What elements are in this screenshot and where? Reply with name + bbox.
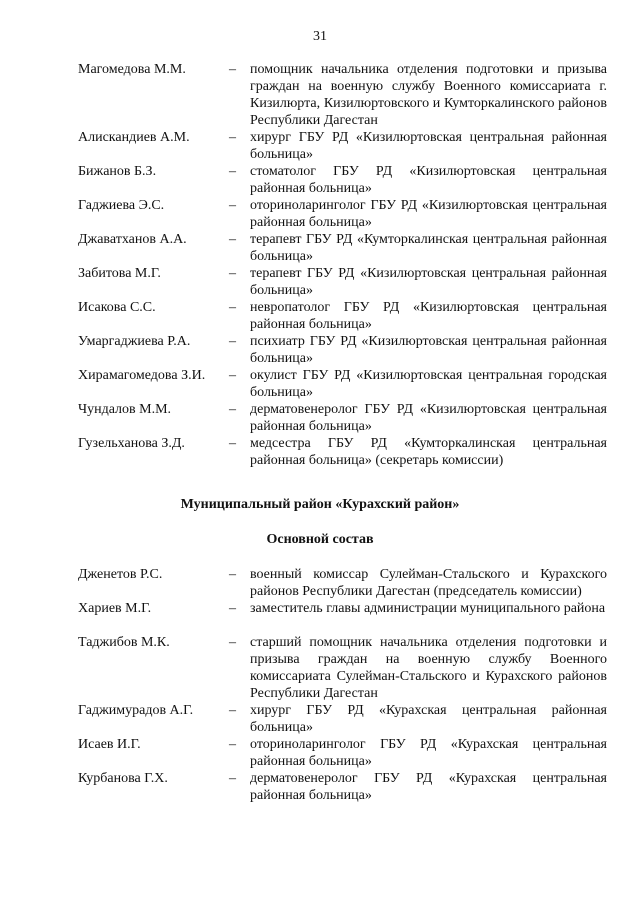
member-name: Гузельханова З.Д. <box>78 436 185 451</box>
member-entry <box>0 770 640 804</box>
dash-separator: – <box>229 368 236 383</box>
member-list-group-2 <box>0 566 640 804</box>
dash-separator: – <box>229 567 236 582</box>
section-title: Муниципальный район «Курахский район» <box>180 497 460 512</box>
dash-separator: – <box>229 232 236 247</box>
member-entry <box>0 299 640 333</box>
member-name: Чундалов М.М. <box>78 402 172 417</box>
dash-separator: – <box>229 266 236 281</box>
member-name: Курбанова Г.Х. <box>78 771 168 786</box>
member-name: Дженетов Р.С. <box>78 567 163 582</box>
member-name: Забитова М.Г. <box>78 266 161 281</box>
member-entry <box>0 702 640 736</box>
member-position: хирург ГБУ РД «Кизилюртовская центральная районная больница» <box>250 130 607 162</box>
member-list-group-1 <box>0 61 640 469</box>
member-position: стоматолог ГБУ РД «Кизилюртовская центральная районная больница» <box>250 164 607 196</box>
member-name: Исакова С.С. <box>78 300 156 315</box>
member-position: терапевт ГБУ РД «Кумторкалинская центральная районная больница» <box>250 232 607 264</box>
member-position: психиатр ГБУ РД «Кизилюртовская центральная районная больница» <box>250 334 607 366</box>
section-subtitle: Основной состав <box>266 532 374 547</box>
member-name: Хариев М.Г. <box>78 601 152 616</box>
member-entry <box>0 736 640 770</box>
member-entry <box>0 61 640 129</box>
dash-separator: – <box>229 300 236 315</box>
member-position: оториноларинголог ГБУ РД «Кизилюртовская центральная районная больница» <box>250 198 607 230</box>
member-position: заместитель главы администрации муниципального района <box>250 601 606 616</box>
dash-separator: – <box>229 601 236 616</box>
member-position: военный комиссар Сулейман-Стальского и Курахского районов Республики Дагестан (председатель комиссии) <box>250 567 607 599</box>
dash-separator: – <box>229 635 236 650</box>
member-position: старший помощник начальника отделения подготовки и призыва граждан на военную службу Военного комиссариата Сулейман-Стальского и Курахского районов Республики Дагестан <box>250 635 607 701</box>
dash-separator: – <box>229 436 236 451</box>
member-entry <box>0 367 640 401</box>
member-name: Исаев И.Г. <box>78 737 141 752</box>
member-entry <box>0 129 640 163</box>
member-entry <box>0 435 640 469</box>
member-entry <box>0 600 640 634</box>
member-name: Магомедова М.М. <box>78 62 186 77</box>
member-entry <box>0 163 640 197</box>
member-position: хирург ГБУ РД «Курахская центральная районная больница» <box>250 703 607 735</box>
member-position: оториноларинголог ГБУ РД «Курахская центральная районная больница» <box>250 737 607 769</box>
member-position: дерматовенеролог ГБУ РД «Кизилюртовская центральная районная больница» <box>250 402 607 434</box>
page-number: 31 <box>313 29 327 44</box>
member-position: терапевт ГБУ РД «Кизилюртовская центральная районная больница» <box>250 266 607 298</box>
dash-separator: – <box>229 771 236 786</box>
member-entry <box>0 333 640 367</box>
member-name: Таджибов М.К. <box>78 635 170 650</box>
member-entry <box>0 401 640 435</box>
member-name: Алискандиев А.М. <box>78 130 190 145</box>
dash-separator: – <box>229 198 236 213</box>
dash-separator: – <box>229 737 236 752</box>
member-name: Гаджиева Э.С. <box>78 198 165 213</box>
dash-separator: – <box>229 402 236 417</box>
member-entry <box>0 231 640 265</box>
member-position: дерматовенеролог ГБУ РД «Курахская центральная районная больница» <box>250 771 607 803</box>
member-entry <box>0 265 640 299</box>
dash-separator: – <box>229 164 236 179</box>
dash-separator: – <box>229 62 236 77</box>
member-position: окулист ГБУ РД «Кизилюртовская центральная городская больница» <box>250 368 607 400</box>
member-entry <box>0 566 640 600</box>
member-position: невропатолог ГБУ РД «Кизилюртовская центральная районная больница» <box>250 300 607 332</box>
dash-separator: – <box>229 334 236 349</box>
member-name: Умаргаджиева Р.А. <box>78 334 191 349</box>
dash-separator: – <box>229 130 236 145</box>
member-entry <box>0 197 640 231</box>
member-name: Бижанов Б.З. <box>78 164 157 179</box>
member-name: Джаватханов А.А. <box>78 232 187 247</box>
member-position: помощник начальника отделения подготовки и призыва граждан на военную службу Военного комиссариата г. Кизилюрта, Кизилюртовского и Кумторкалинского районов Республики Дагестан <box>250 62 607 128</box>
member-name: Хирамагомедова З.И. <box>78 368 206 383</box>
member-name: Гаджимурадов А.Г. <box>78 703 194 718</box>
dash-separator: – <box>229 703 236 718</box>
member-position: медсестра ГБУ РД «Кумторкалинская центральная районная больница» (секретарь комиссии) <box>250 436 607 468</box>
member-entry <box>0 634 640 702</box>
